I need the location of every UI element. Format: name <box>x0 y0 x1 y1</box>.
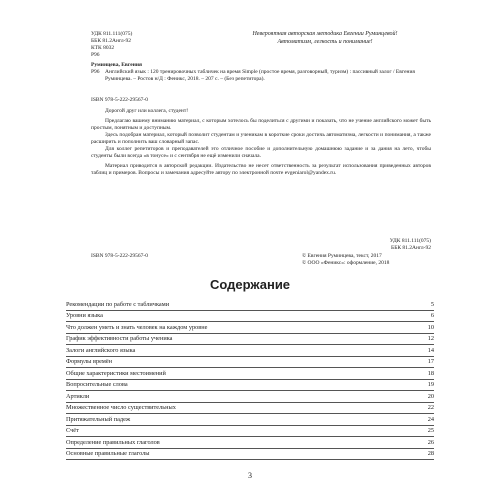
toc-title: Содержание <box>209 277 291 292</box>
footer-bbk: ББК 81.2Англ-92 <box>391 245 431 251</box>
toc-entry-page: 28 <box>427 450 434 457</box>
intro-paragraph: Для коллег репетиторов и преподавателей это отличное пособие и дополнительную домашнюю задание и за дания на лето, чтобы студенты были всегда «в тонусе» и с сентября не ещё изменили сначала. <box>91 146 431 159</box>
toc-entry[interactable] <box>66 357 434 369</box>
toc-entry-page: 17 <box>427 358 434 365</box>
toc-entry[interactable] <box>66 345 434 357</box>
toc-entry-label: Общие характеристики местоимений <box>66 369 166 377</box>
annotation-text: Английский язык : 120 тренировочных табличек на время Simple (простое время, разговорный, туризм) : пассивный залог / Евгения Руминцева. – Ростов н/Д : Феникс, 2018. – 207 с. – (Без репетитора). <box>105 69 415 82</box>
table-of-contents <box>66 299 434 460</box>
intro-text <box>91 108 431 177</box>
toc-entry-label: Что должен уметь и знать человек на каждом уровне <box>66 323 208 331</box>
toc-entry[interactable] <box>66 391 434 403</box>
toc-entry[interactable] <box>66 403 434 415</box>
toc-entry-label: Основные правильные глаголы <box>66 450 150 457</box>
toc-entry[interactable] <box>66 437 434 449</box>
toc-entry[interactable] <box>66 426 434 438</box>
toc-entry-label: Рекомендации по работе с табличками <box>66 300 170 308</box>
toc-entry-label: Формулы времён <box>66 358 113 365</box>
toc-entry-label: Определение правильных глаголов <box>66 438 160 446</box>
toc-entry[interactable] <box>66 334 434 346</box>
tagline-line-2: Автоматизм, легкость и понимание! <box>277 38 373 45</box>
toc-entry[interactable] <box>66 449 434 461</box>
footer-udc: УДК 811.111(075) <box>389 238 431 244</box>
toc-entry-label: График эффективности работы ученика <box>66 335 173 342</box>
toc-entry-label: Счёт <box>66 427 79 434</box>
toc-entry-page: 5 <box>430 300 434 308</box>
ktk-code: КТК 8032 <box>91 45 115 51</box>
publisher-notice: Материал приводится в авторской редакции. Издательство не несет ответственность за результат использования приведенных авторов таблиц и примеров. Вопросы и замечания адресуйте автору по электронной почте evgeniarol@yandex.ru. <box>91 163 431 176</box>
isbn-top: ISBN 978-5-222-29567-0 <box>91 97 148 103</box>
toc-entry-page: 10 <box>427 323 434 331</box>
toc-entry[interactable] <box>66 311 434 323</box>
toc-entry-page: 24 <box>427 415 434 423</box>
toc-entry-label: Уровни языка <box>66 312 103 319</box>
toc-entry-label: Артикли <box>66 392 90 400</box>
bbk-code: ББК 81.2Англ-92 <box>91 38 131 44</box>
toc-entry-label: Вопросительные слова <box>66 381 128 388</box>
classification-codes <box>91 31 161 59</box>
intro-paragraph: Здесь подобран материал, который позволит студентам и ученикам в короткие сроки достичь автоматизма, легкости и понимания, а также расширить и пополнить ваш словарный запас. <box>91 132 431 145</box>
copyright-design: © ООО «Феникс»: оформление, 2018 <box>302 260 390 266</box>
isbn-bottom: ISBN 978-5-222-29567-0 <box>91 253 148 259</box>
footer-codes <box>340 238 431 252</box>
annotation-row <box>91 69 431 83</box>
author-name: Руминцева, Евгения <box>91 62 143 68</box>
annotation-code: Р96 <box>91 69 100 75</box>
toc-entry-label: Притяжательный падеж <box>66 415 131 423</box>
toc-entry-label: Залоги английского языка <box>66 346 136 354</box>
intro-greeting: Дорогой друг или коллега, студент! <box>105 108 189 114</box>
toc-entry-page: 19 <box>427 381 434 388</box>
toc-entry[interactable] <box>66 322 434 334</box>
copyright-block <box>302 253 432 267</box>
toc-entry-page: 14 <box>427 346 434 354</box>
udc-code: УДК 811.111(075) <box>91 31 133 37</box>
toc-entry[interactable] <box>66 299 434 311</box>
toc-entry-page: 22 <box>427 404 434 411</box>
page-number: 3 <box>248 471 252 480</box>
toc-entry[interactable] <box>66 414 434 426</box>
toc-entry-page: 18 <box>427 369 434 377</box>
bibliographic-record <box>91 62 431 83</box>
copyright-text: © Евгения Руминцева, текст, 2017 <box>302 253 382 259</box>
method-tagline <box>225 31 425 46</box>
toc-entry-page: 25 <box>427 427 434 434</box>
intro-paragraph: Предлагаю вашему вниманию материал, с которым хотелось бы поделиться с другими и показать, что не учение английского может быть простым, понятным и доступным. <box>91 118 431 131</box>
toc-entry-page: 20 <box>427 392 434 400</box>
tagline-line-1: Невероятная авторская методика Евгении Руминцевой! <box>252 31 398 37</box>
toc-entry-page: 26 <box>427 438 434 446</box>
toc-entry[interactable] <box>66 368 434 380</box>
toc-entry-label: Множественное число существительных <box>66 404 176 411</box>
author-mark: Р96 <box>91 52 100 58</box>
toc-entry-page: 6 <box>430 312 434 319</box>
toc-entry-page: 12 <box>427 335 434 342</box>
toc-entry[interactable] <box>66 380 434 392</box>
